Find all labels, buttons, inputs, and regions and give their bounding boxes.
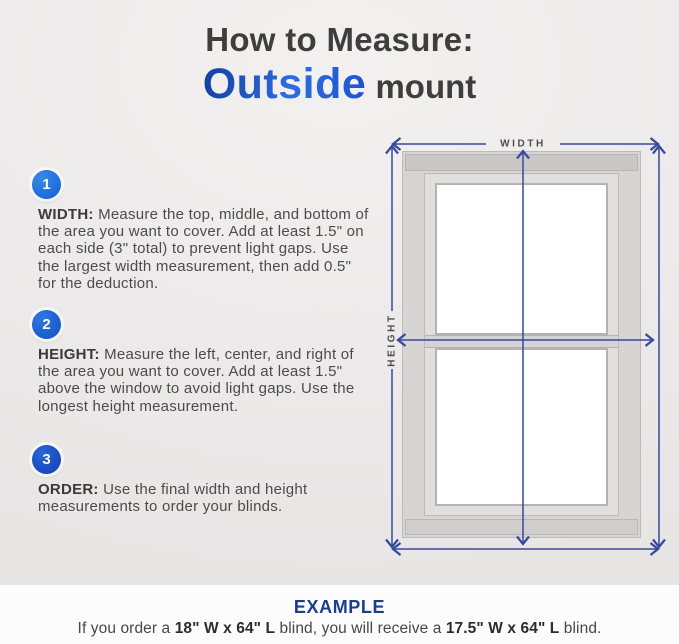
window-header-rail (405, 154, 638, 171)
step-item-order (30, 445, 375, 515)
page-title: How to Measure: (205, 21, 474, 58)
step-3-text (38, 481, 372, 515)
step-item-height (30, 310, 375, 415)
example-section (0, 585, 679, 644)
step-3-number-badge: 3 (32, 445, 61, 474)
window-measure-diagram (380, 134, 672, 564)
step-2-text (38, 346, 372, 415)
window-pane-top (435, 183, 608, 335)
window-illustration (402, 151, 641, 538)
title-highlight-outside: Outside (202, 60, 367, 109)
step-item-width (30, 170, 375, 292)
example-prefix: If you order a (77, 620, 175, 637)
window-sill (405, 519, 638, 535)
window-pane-bottom (435, 348, 608, 506)
example-middle: blind, you will receive a (275, 620, 446, 637)
step-2-body: Measure the left, center, and right of the area you want to cover. Add at least 1.5" above the window to avoid light gaps. Use the longest height measurement. (38, 346, 355, 415)
step-3-body: Use the final width and height measurements to order your blinds. (38, 481, 308, 516)
page-subtitle (0, 61, 679, 108)
step-2-label: HEIGHT: (38, 346, 100, 363)
width-label: WIDTH (500, 138, 546, 150)
step-3-label: ORDER: (38, 481, 99, 498)
height-label: HEIGHT (386, 313, 398, 367)
example-sentence (0, 620, 679, 638)
example-receive-size: 17.5" W x 64" L (445, 620, 560, 637)
example-suffix: blind. (559, 620, 602, 637)
step-1-body: Measure the top, middle, and bottom of the area you want to cover. Add at least 1.5" on each side (3" total) to prevent light gaps. Use the largest width measurement, then add 0.5" for the deduction. (38, 206, 369, 292)
title-suffix-mount: mount (366, 68, 477, 106)
step-2-number-badge: 2 (32, 310, 61, 339)
step-1-number-badge: 1 (32, 170, 61, 199)
example-heading: EXAMPLE (293, 597, 386, 617)
window-sash (424, 173, 619, 516)
window-middle-rail (425, 335, 618, 348)
step-1-text (38, 206, 372, 292)
example-order-size: 18" W x 64" L (174, 620, 276, 637)
step-1-label: WIDTH: (38, 206, 94, 223)
title-block (0, 22, 679, 109)
